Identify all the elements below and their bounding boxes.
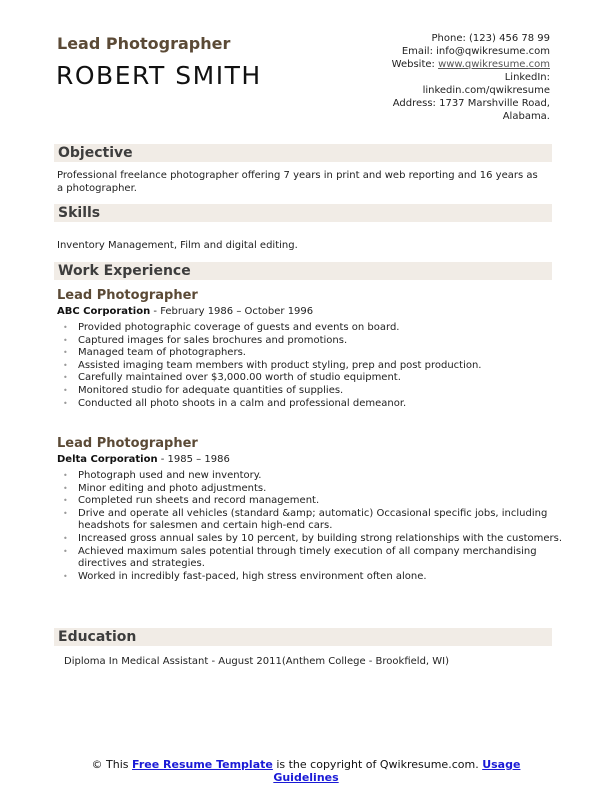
- skills-heading: Skills: [54, 204, 552, 222]
- footer: [60, 758, 552, 784]
- list-item: • Achieved maximum sales potential through timely execution of all company merchandising directives and strategies.: [78, 546, 568, 571]
- job-role-title: Lead Photographer: [57, 34, 231, 53]
- company-name: ABC Corporation: [57, 306, 151, 317]
- list-item: • Increased gross annual sales by 10 percent, by building strong relationships with the customers.: [78, 533, 568, 546]
- list-item: • Worked in incredibly fast-paced, high stress environment often alone.: [78, 571, 568, 584]
- list-item: • Assisted imaging team members with product styling, prep and post production.: [78, 360, 568, 373]
- footer-middle: is the copyright of Qwikresume.com.: [272, 758, 483, 771]
- website-label: Website:: [391, 59, 439, 70]
- objective-heading: Objective: [54, 144, 552, 162]
- list-item: • Photograph used and new inventory.: [78, 470, 568, 483]
- job-dates: - February 1986 – October 1996: [150, 306, 314, 317]
- job-title: Lead Photographer: [57, 436, 198, 451]
- job-bullets: [62, 470, 568, 583]
- address: Address: 1737 Marshville Road,: [392, 98, 550, 109]
- list-item: • Captured images for sales brochures and promotions.: [78, 335, 568, 348]
- list-item: • Completed run sheets and record management.: [78, 495, 568, 508]
- email: Email: info@qwikresume.com: [401, 46, 550, 57]
- list-item: • Carefully maintained over $3,000.00 worth of studio equipment.: [78, 372, 568, 385]
- job-bullets: [62, 322, 568, 410]
- job-company: [57, 454, 230, 465]
- usage-guidelines-link[interactable]: Usage Guidelines: [273, 758, 521, 784]
- footer-prefix: © This: [91, 758, 133, 771]
- candidate-name: ROBERT SMITH: [56, 61, 262, 90]
- job-company: [57, 306, 313, 317]
- education-text: Diploma In Medical Assistant - August 2011(Anthem College - Brookfield, WI): [64, 656, 450, 667]
- address-line2: Alabama.: [502, 111, 550, 122]
- job-title: Lead Photographer: [57, 288, 198, 303]
- list-item: • Conducted all photo shoots in a calm and professional demeanor.: [78, 398, 568, 411]
- company-name: Delta Corporation: [57, 454, 158, 465]
- list-item: • Drive and operate all vehicles (standard &amp; automatic) Occasional specific jobs, including headshots for salesmen and certain high-end cars.: [78, 508, 568, 533]
- work-experience-heading: Work Experience: [54, 262, 552, 280]
- phone: Phone: (123) 456 78 99: [431, 33, 550, 44]
- list-item: • Minor editing and photo adjustments.: [78, 483, 568, 496]
- list-item: • Monitored studio for adequate quantities of supplies.: [78, 385, 568, 398]
- website: [350, 58, 550, 71]
- list-item: • Provided photographic coverage of guests and events on board.: [78, 322, 568, 335]
- contact-info: [350, 32, 550, 123]
- education-heading: Education: [54, 628, 552, 646]
- objective-text: Professional freelance photographer offering 7 years in print and web reporting and 16 years as a photographer.: [57, 170, 538, 194]
- linkedin: linkedin.com/qwikresume: [422, 85, 550, 96]
- website-link[interactable]: www.qwikresume.com: [438, 59, 550, 70]
- free-resume-template-link[interactable]: Free Resume Template: [132, 758, 273, 771]
- list-item: • Managed team of photographers.: [78, 347, 568, 360]
- job-dates: - 1985 – 1986: [157, 454, 230, 465]
- linkedin-label: LinkedIn:: [504, 72, 550, 83]
- skills-text: Inventory Management, Film and digital editing.: [57, 240, 298, 251]
